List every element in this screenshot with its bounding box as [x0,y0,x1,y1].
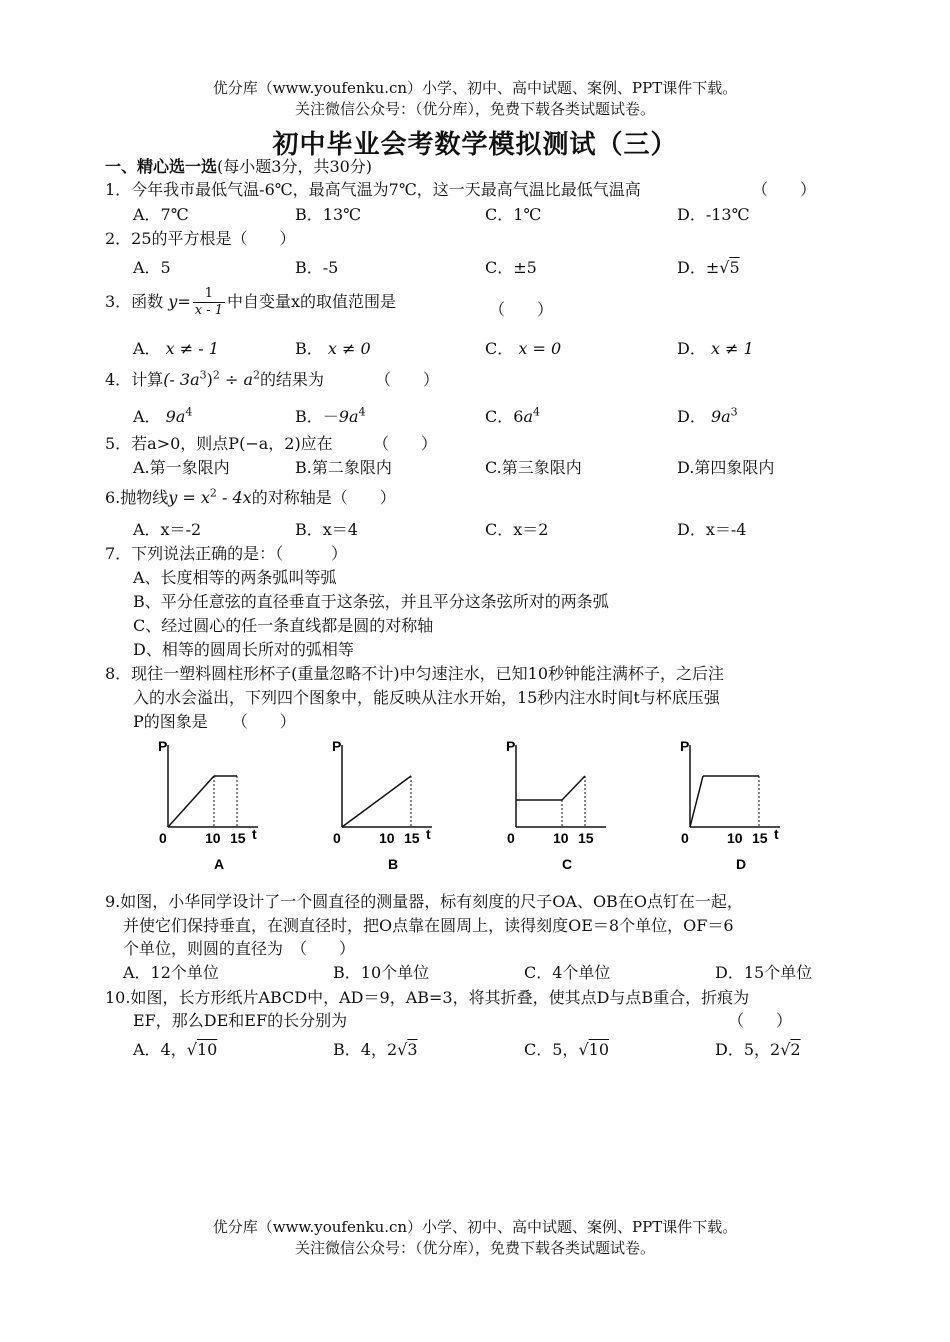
q4-option-b-expr: 9a [338,407,359,426]
graph-d-label: D [736,856,747,872]
q4-option-d-exp: 3 [730,405,738,419]
graph-d [680,738,780,872]
q4-option-d-label: D． [677,407,706,426]
q3-fraction [193,286,225,319]
q9-option-a: A．12个单位 [123,963,219,982]
q9-line1: 9.如图，小华同学设计了一个圆直径的测量器，标有刻度的尺子OA、OB在O点钉在一起， [105,892,743,911]
q10-option-a [133,1037,217,1060]
graph-c-p-label: P [506,738,516,754]
q6-option-b: B．x＝4 [295,520,358,539]
q3-y: y [168,292,178,311]
q4-option-a [133,404,192,427]
q8-line2: 入的水会溢出，下列四个图象中，能反映从注水开始，15秒内注水时间t与杯底压强 [133,688,720,707]
q9-line3: 个单位，则圆的直径为 （ ） [123,939,356,958]
q6-prefix: 6.抛物线 [105,488,169,507]
graph-c-tick15: 15 [578,830,594,846]
q3-suffix: 中自变量x的取值范围是 [227,292,397,311]
q1-option-d: D．-13℃ [677,205,750,224]
q4-option-b-exp: 4 [358,405,366,419]
q5-blank: （ ） [373,434,438,453]
q3-stem [105,286,396,319]
q4-option-a-exp: 4 [185,405,193,419]
q10-option-d-radicand: 2 [790,1040,801,1059]
q10-option-c-label: C．5， [524,1040,579,1059]
q3-denominator: x - 1 [194,303,223,318]
q5-option-c: C.第三象限内 [485,458,582,477]
q10-option-c [524,1037,609,1060]
q4-exp3: 2 [253,368,261,382]
q9-line2: 并使它们保持垂直，在测直径时，把O点靠在圆周上，读得刻度OE＝8个单位，OF＝6 [123,916,734,935]
q4-option-c-label: C．6 [485,407,524,426]
graph-b-label: B [388,856,399,872]
graph-b-t-label: t [426,826,431,842]
q4-div: ÷ a [219,370,254,389]
q6-expr: y = x [168,488,210,507]
q3-option-d-label: D． [677,339,706,358]
graph-b-tick10: 10 [379,830,395,846]
q10-line2: EF，那么DE和EF的长分别为 [133,1011,348,1030]
q3-option-b-expr: x ≠ 0 [327,339,371,358]
q1-blank: （ ） [752,180,817,199]
q8-line3: P的图象是 （ ） [133,712,296,731]
q10-option-c-radicand: 10 [588,1040,609,1059]
q10-option-d [715,1037,801,1060]
q5-option-d: D.第四象限内 [677,458,775,477]
q6-suffix: 的对称轴是（ ） [251,488,396,507]
q5-option-b: B.第二象限内 [295,458,392,477]
q4-exp2: 2 [212,368,220,382]
graph-b-p-label: P [332,738,342,754]
q3-option-b [295,336,371,359]
site-header-line2: 关注微信公众号：（优分库），免费下载各类试题试卷。 [294,100,655,118]
graph-d-p-label: P [680,738,690,754]
q3-option-a-label: A． [133,339,161,358]
graph-a [158,738,258,872]
q6-exp: 2 [209,486,217,500]
q4-stem [105,367,324,390]
q7-stem: 7．下列说法正确的是：（ ） [105,544,348,563]
q6-option-a: A．x＝-2 [133,520,202,539]
graph-a-label: A [214,856,225,872]
sqrt-sign-icon: √ [780,1040,791,1059]
q7-option-d: D、相等的圆周长所对的弧相等 [133,640,354,659]
q3-option-c-expr: x = 0 [518,339,562,358]
q5-option-a: A.第一象限内 [133,458,230,477]
q4-prefix: 4．计算 [105,370,164,389]
q8-line1: 8．现往一塑料圆柱形杯子(重量忽略不计)中匀速注水，已知10秒钟能注满杯子，之后注 [105,664,725,683]
q5-stem: 5．若a>0，则点P(−a，2)应在 [105,434,333,453]
graph-d-tick10: 10 [727,830,743,846]
q4-option-d-expr: 9a [710,407,731,426]
q2-option-d [677,255,740,278]
graph-d-tick15: 15 [752,830,768,846]
sqrt-sign-icon: √ [719,258,730,277]
q4-expr: (- 3a [163,370,200,389]
q9-option-c: C．4个单位 [524,963,611,982]
graph-b-rise [342,776,411,827]
graph-a-p-label: P [158,738,168,754]
q9-option-d: D．15个单位 [715,963,813,982]
graph-a-rise [168,776,214,827]
q10-option-a-radicand: 10 [196,1040,218,1059]
q4-option-a-label: A． [133,407,161,426]
q10-line1: 10.如图，长方形纸片ABCD中，AD＝9，AB=3，将其折叠，使其点D与点B重合，折痕为 [105,988,750,1007]
graph-b-tick15: 15 [404,830,420,846]
graph-b [332,738,432,872]
q2-option-a: A．5 [133,258,171,277]
site-footer-line1: 优分库（www.youfenku.cn）小学、初中、高中试题、案例、PPT课件下载。 [212,1218,738,1236]
q4-blank: （ ） [375,370,440,389]
q10-option-a-label: A．4， [133,1040,187,1059]
q7-option-b: B、平分任意弦的直径垂直于这条弦，并且平分这条弦所对的两条弧 [133,592,609,611]
site-header-line1: 优分库（www.youfenku.cn）小学、初中、高中试题、案例、PPT课件下载。 [212,79,738,97]
q4-option-d [677,404,738,427]
q7-option-c: C、经过圆心的任一条直线都是圆的对称轴 [133,616,434,635]
q10-option-b-radicand: 3 [407,1040,418,1059]
q3-option-b-label: B． [295,339,323,358]
sqrt-sign-icon: √ [186,1040,197,1059]
graph-d-t-label: t [774,826,779,842]
site-footer-line2: 关注微信公众号：（优分库），免费下载各类试题试卷。 [294,1239,655,1257]
q3-prefix: 3．函数 [105,292,164,311]
graph-a-tick15: 15 [230,830,246,846]
sqrt-sign-icon: √ [578,1040,589,1059]
graph-a-t-label: t [252,826,257,842]
section-heading [105,154,372,177]
q6-option-d: D．x＝-4 [677,520,747,539]
q2-option-c: C．±5 [485,258,537,277]
graph-a-origin: 0 [159,830,167,846]
q3-option-a-expr: x ≠ - 1 [165,339,219,358]
q6-tail: - 4x [216,488,252,507]
q10-blank: （ ） [728,1011,793,1030]
section-note: (每小题3分，共30分) [217,157,373,176]
graph-a-tick10: 10 [205,830,221,846]
q1-option-b: B．13℃ [295,205,362,224]
graph-c-origin: 0 [507,830,515,846]
q3-option-d-expr: x ≠ 1 [710,339,754,358]
q3-option-c [485,336,561,359]
graph-d-origin: 0 [681,830,689,846]
q9-option-b: B．10个单位 [333,963,430,982]
q3-option-c-label: C． [485,339,514,358]
q10-option-b [333,1037,418,1060]
q2-option-d-radicand: 5 [729,258,740,277]
q1-option-a: A．7℃ [133,205,189,224]
q7-option-a: A、长度相等的两条弧叫等弧 [133,568,337,587]
q3-blank: （ ） [489,300,554,319]
q4-option-c-exp: 4 [532,405,540,419]
graph-d-rise [690,776,703,827]
q4-suffix: 的结果为 [260,370,325,389]
page-title: 初中毕业会考数学模拟测试（三） [272,130,678,160]
q10-option-d-label: D．5，2 [715,1040,781,1059]
graph-c-label: C [562,856,573,872]
graph-c-rise [562,776,585,800]
q4-option-a-expr: 9a [165,407,186,426]
q4-exp1: 3 [199,368,207,382]
q3-numerator: 1 [193,286,225,303]
q2-stem: 2．25的平方根是（ ） [105,229,296,248]
q4-option-b [295,404,365,427]
q3-option-a [133,336,219,359]
q1-option-c: C．1℃ [485,205,542,224]
q4-option-c [485,404,540,427]
section-title: 一、精心选一选 [105,157,218,176]
sqrt-sign-icon: √ [397,1040,408,1059]
q6-option-c: C．x＝2 [485,520,549,539]
graph-b-origin: 0 [333,830,341,846]
q4-mid: ) [206,370,213,389]
q2-option-b: B．-5 [295,258,339,277]
q8-graphs [150,735,850,875]
q4-option-c-expr: a [523,407,533,426]
q6-stem [105,485,396,508]
q4-option-b-label: B．－ [295,407,339,426]
q3-option-d [677,336,754,359]
q10-option-b-label: B．4，2 [333,1040,398,1059]
graph-c-tick10: 10 [553,830,569,846]
q1-stem: 1．今年我市最低气温-6℃，最高气温为7℃，这一天最高气温比最低气温高 [105,180,641,199]
q3-eq: = [177,292,191,311]
graph-c [506,738,606,872]
q2-option-d-label: D．± [677,258,720,277]
